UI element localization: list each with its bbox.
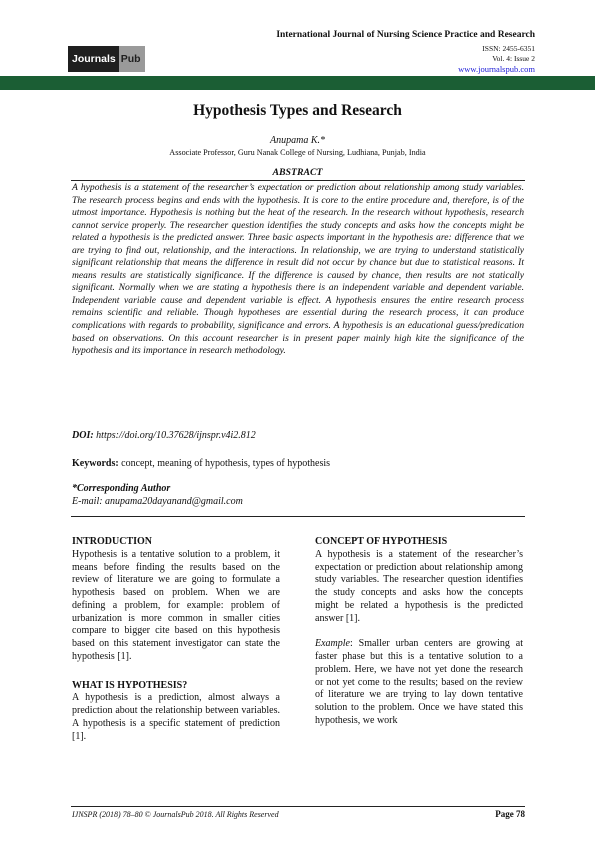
what-is-hypothesis-text: A hypothesis is a prediction, almost always a prediction about the relationship between variables. A hypothesis is a specific statement of prediction [1]. (72, 692, 280, 742)
abstract-heading: ABSTRACT (272, 167, 323, 178)
doi-line (72, 430, 256, 441)
introduction-heading: INTRODUCTION (72, 536, 153, 547)
volume-issue-text: Vol. 4: Issue 2 (492, 54, 535, 63)
introduction-text: Hypothesis is a tentative solution to a problem, it means before finding the results based on the review of literature we are going to formulate a hypothesis based on problem. When we are defining a problem, for example: problem of urbanization is more common in smaller cities compare to bigger cite based on this hypothesis based on this statement investigator can state the hypothesis [1]. (72, 548, 280, 662)
example-text: : Smaller urban centers are growing at faster phase but this is a tentative solution to a problem. Here, we have not yet done the research or not yet come to the results; based on the review of literature we are trying to lay down tentative solution to the problem. Once we have stated this hypothesis, we work (315, 638, 523, 726)
journalspub-logo (68, 46, 145, 72)
journal-name: International Journal of Nursing Science Practice and Research (276, 30, 535, 40)
example-label: Example (315, 638, 350, 650)
abstract-text: A hypothesis is a statement of the researcher’s expectation or prediction about relationship among study variables. The research process begins and ends with the hypothesis. It is core to the entire procedure and, therefore, is of the utmost importance. Hypothesis is nothing but the heat of the research. In the research without hypothesis, research cannot service properly. The researcher question identifies the study concepts and asks how the concepts might be related a hypothesis is the predicted answer. Three basic aspects important in the hypothesis are: difference that we are trying to find out, relationship, and the interactions. In relationship, we are trying to understand statistically significant relationship that means the difference in result did not occur by chance but due to statistical reasons. It means results are statistically significance. If the difference is caused by chance, then results are not statically significant. Normally when we are stating a hypothesis there is an independent variable and dependent variable. Independent variable cause and dependent variable is effect. A hypothesis ensures the entire research process remains scientific and reliable. Though hypotheses are essential during the research process, it can produce complications with regards to probability, significance and errors. A hypothesis is an educational guess/predication based on observations. On this account researcher is in present paper mainly high kite the significance of the hypothesis and its importance in research methodology. (72, 182, 524, 357)
what-is-hypothesis-heading: WHAT IS HYPOTHESIS? (72, 679, 188, 691)
section-divider (71, 516, 525, 517)
corresponding-email[interactable]: E-mail: anupama20dayanand@gmail.com (72, 496, 243, 507)
logo-pub-text: Pub (119, 46, 145, 72)
concept-text: A hypothesis is a statement of the researcher’s expectation or prediction about relationship among study variables. The researcher question identifies the study concepts and asks how the concepts might be related a hypothesis is the predicted answer [1]. (315, 548, 523, 624)
issn-text: ISSN: 2455-6351 (482, 44, 535, 53)
example-paragraph (315, 638, 523, 727)
keywords-line (72, 458, 330, 469)
header-bar (0, 76, 595, 90)
left-column (72, 536, 280, 743)
keywords-label: Keywords: (72, 458, 119, 469)
page-number: Page 78 (495, 809, 525, 819)
footer-divider (71, 806, 525, 807)
article-title: Hypothesis Types and Research (193, 102, 402, 119)
article-author: Anupama K.* (270, 135, 325, 146)
concept-heading: CONCEPT OF HYPOTHESIS (315, 536, 448, 547)
journal-url-link[interactable]: www.journalspub.com (458, 64, 535, 74)
corresponding-author-label: *Corresponding Author (72, 483, 171, 494)
right-column (315, 536, 523, 728)
abstract-divider (71, 180, 525, 181)
keywords-value: concept, meaning of hypothesis, types of hypothesis (121, 458, 331, 469)
logo-journals-text: Journals (68, 46, 119, 72)
doi-label: DOI: (72, 430, 94, 441)
doi-link[interactable]: https://doi.org/10.37628/ijnspr.v4i2.812 (96, 430, 256, 441)
footer-citation: IJNSPR (2018) 78–80 © JournalsPub 2018. All Rights Reserved (72, 810, 279, 819)
author-affiliation: Associate Professor, Guru Nanak College of Nursing, Ludhiana, Punjab, India (169, 148, 426, 157)
